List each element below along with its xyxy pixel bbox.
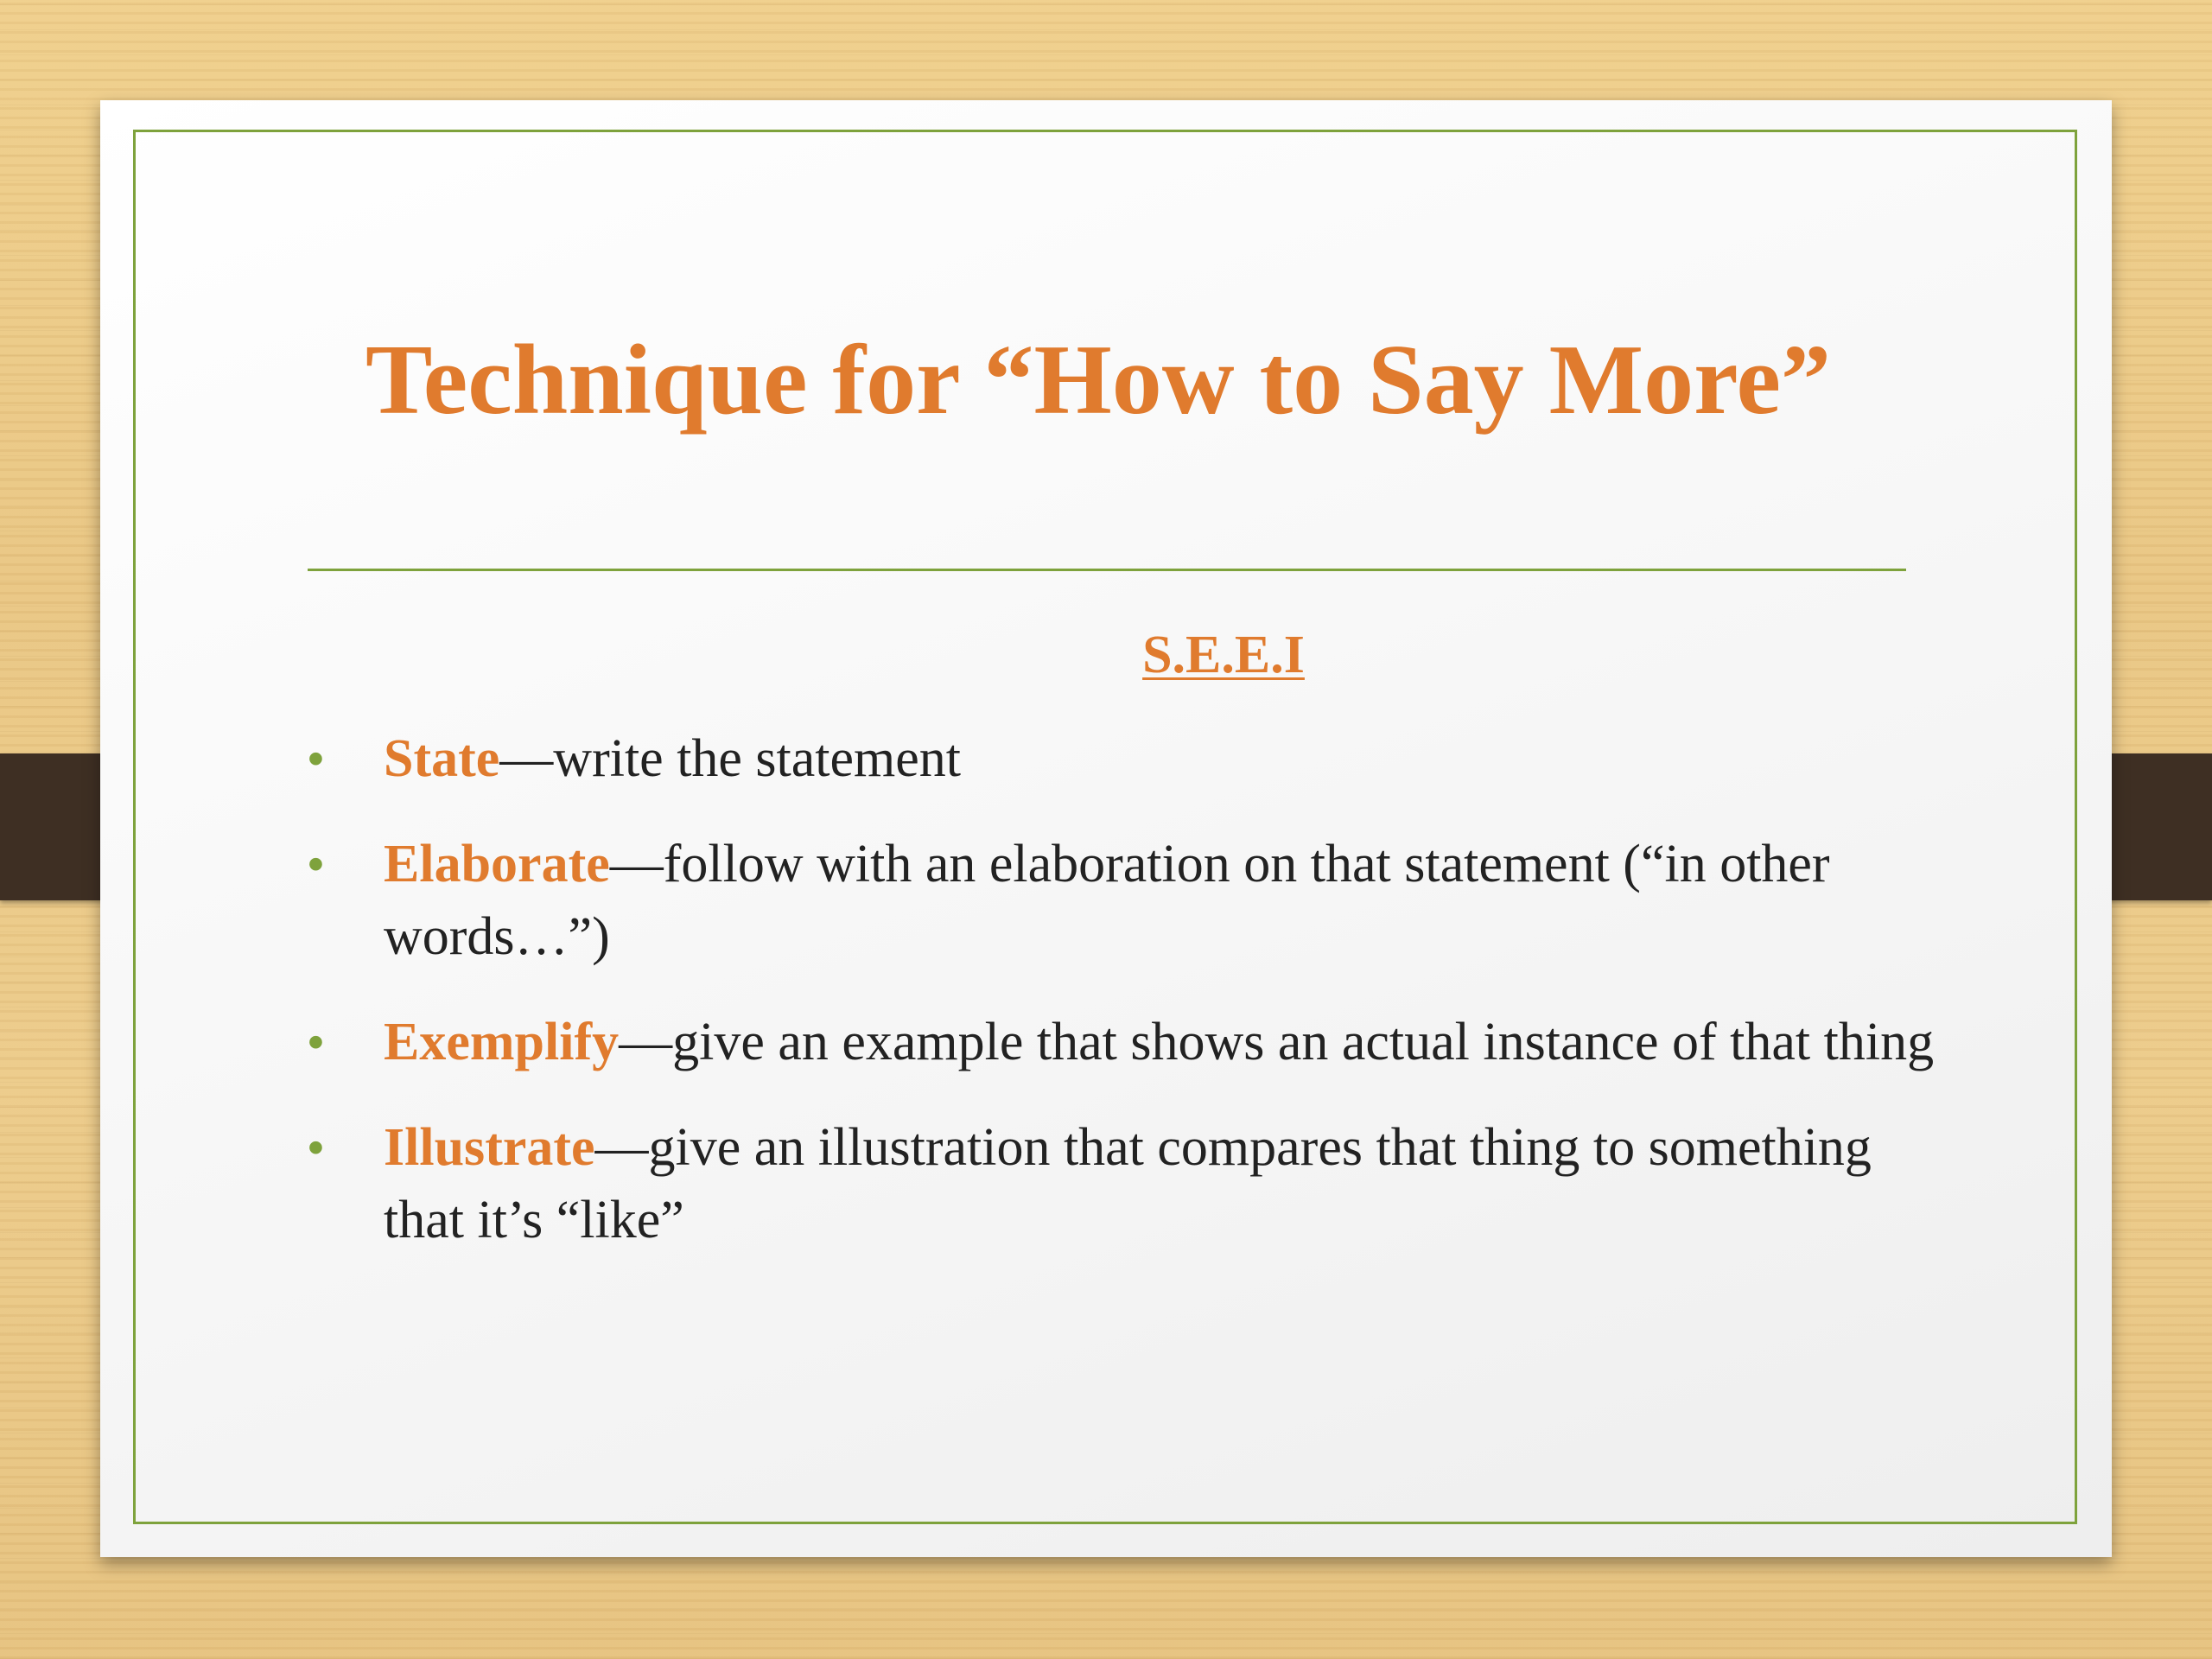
bullet-item-illustrate [308,1111,1949,1256]
bullet-item-elaborate [308,828,1949,973]
slide-title: Technique for “How to Say More” [365,325,1831,435]
bullet-text: —write the statement [499,729,962,788]
title-divider [308,569,1906,571]
bullet-item-state [308,722,1949,795]
bullet-dot-icon: • [308,1122,324,1173]
bullet-dot-icon: • [308,733,324,785]
bullet-item-exemplify [308,1006,1949,1078]
slide [100,100,2112,1557]
bullet-term: Exemplify [384,1013,620,1071]
bullet-term: Elaborate [384,835,610,893]
slide-subtitle: S.E.E.I [1142,626,1305,684]
bullet-dot-icon: • [308,838,324,890]
bullet-dot-icon: • [308,1016,324,1068]
bullet-list [308,722,1949,1289]
bullet-text: —follow with an elaboration on that statement (“in other words…”) [384,835,1830,966]
bullet-term: Illustrate [384,1118,595,1177]
bullet-term: State [384,729,500,788]
bullet-text: —give an illustration that compares that thing to something that it’s “like” [384,1118,1872,1249]
bullet-text: —give an example that shows an actual instance of that thing [619,1013,1935,1071]
